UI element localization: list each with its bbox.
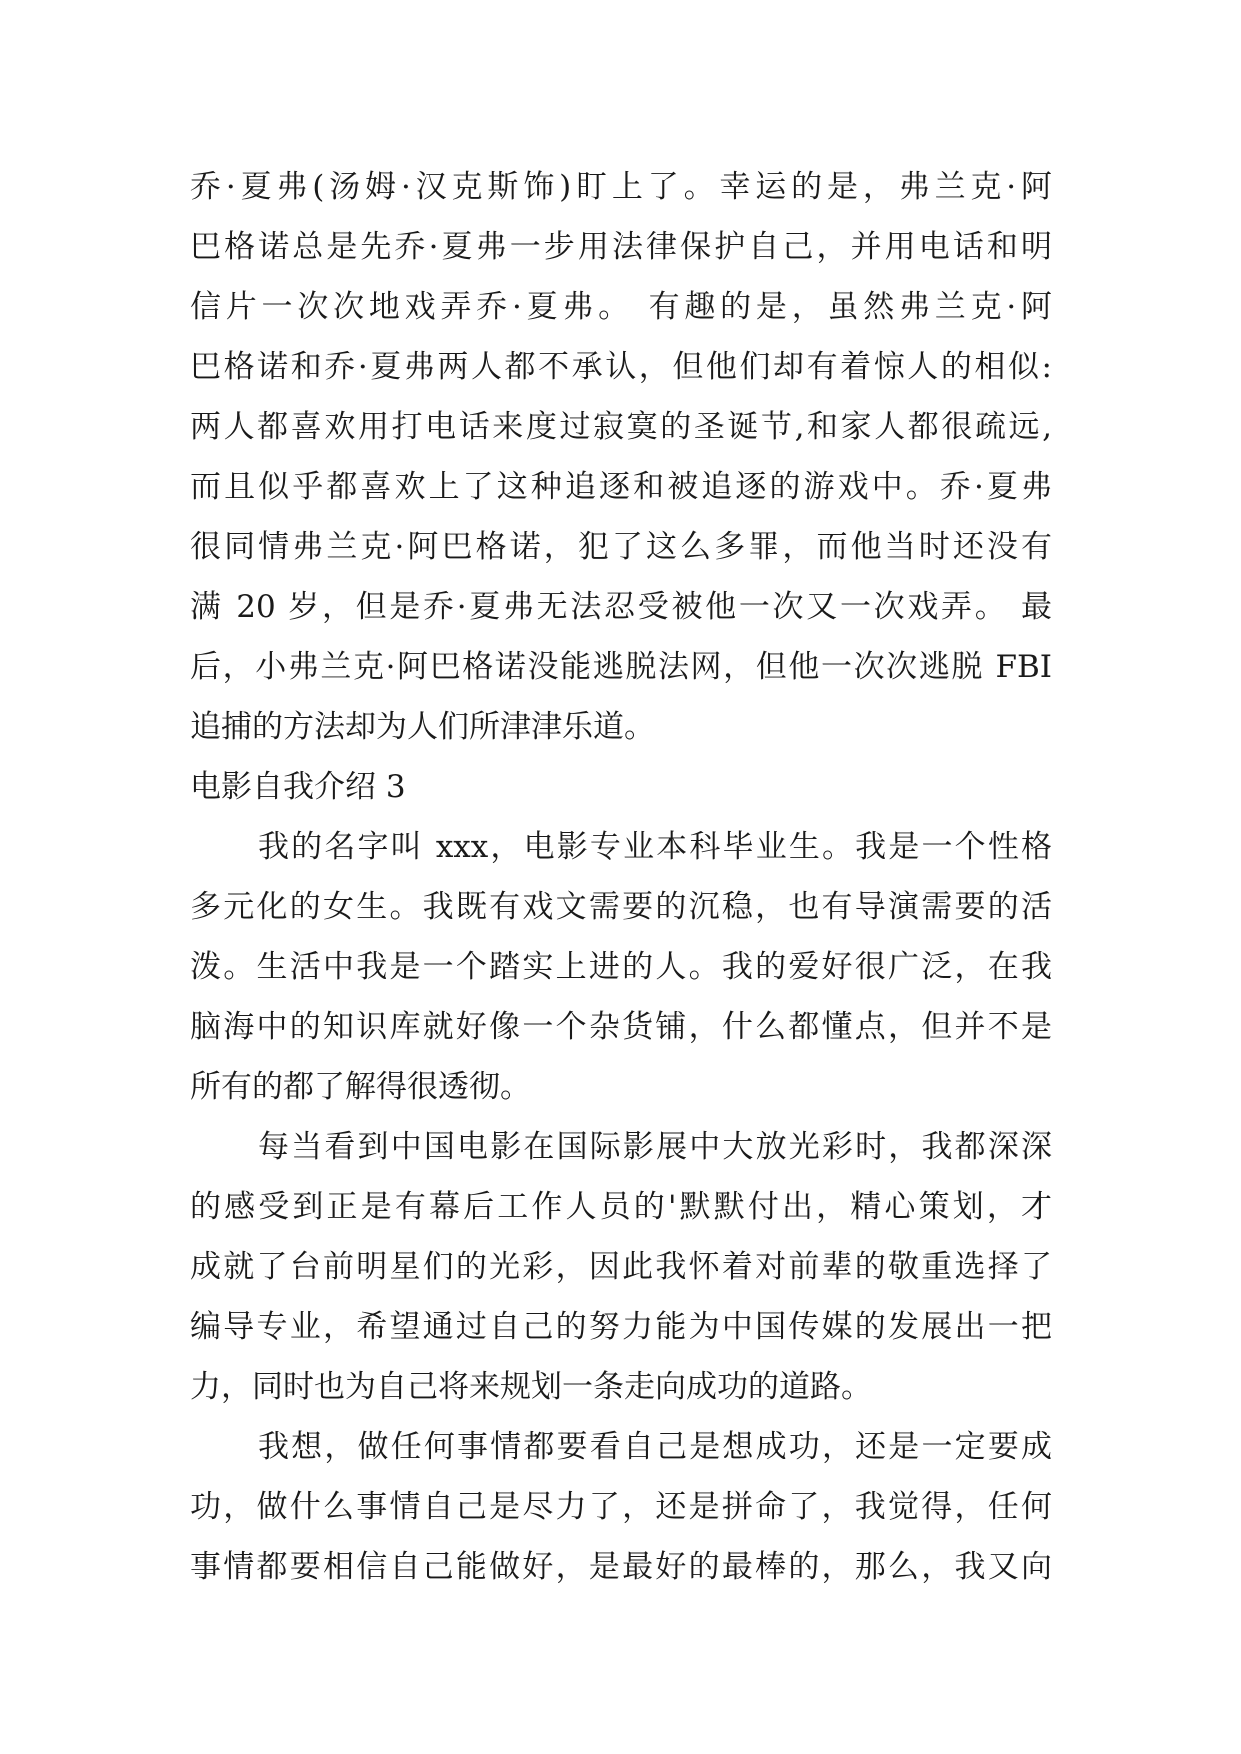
text-line: 很同情弗兰克·阿巴格诺，犯了这么多罪，而他当时还没有 [190, 529, 1052, 565]
text-line: 多元化的女生。我既有戏文需要的沉稳，也有导演需要的活 [190, 889, 1052, 925]
text-line: 每当看到中国电影在国际影展中大放光彩时，我都深深 [258, 1129, 1052, 1165]
text-line: 后，小弗兰克·阿巴格诺没能逃脱法网，但他一次次逃脱 FBI [190, 649, 1052, 685]
text-line: 巴格诺和乔·夏弗两人都不承认，但他们却有着惊人的相似: [190, 349, 1052, 385]
text-line: 乔·夏弗(汤姆·汉克斯饰)盯上了。幸运的是，弗兰克·阿 [190, 169, 1052, 205]
text-line: 成就了台前明星们的光彩，因此我怀着对前辈的敬重选择了 [190, 1249, 1052, 1285]
text-line: 追捕的方法却为人们所津津乐道。 [190, 709, 655, 745]
section-heading: 电影自我介绍 3 [190, 769, 406, 805]
text-line: 脑海中的知识库就好像一个杂货铺，什么都懂点，但并不是 [190, 1009, 1052, 1045]
text-line: 力，同时也为自己将来规划一条走向成功的道路。 [190, 1369, 872, 1405]
text-line: 满 20 岁，但是乔·夏弗无法忍受被他一次又一次戏弄。 最 [190, 589, 1052, 625]
text-line: 功，做什么事情自己是尽力了，还是拼命了，我觉得，任何 [190, 1489, 1052, 1525]
text-line: 两人都喜欢用打电话来度过寂寞的圣诞节,和家人都很疏远, [190, 409, 1052, 445]
text-line: 我的名字叫 xxx，电影专业本科毕业生。我是一个性格 [258, 829, 1052, 865]
text-line: 巴格诺总是先乔·夏弗一步用法律保护自己，并用电话和明 [190, 229, 1052, 265]
text-line: 所有的都了解得很透彻。 [190, 1069, 531, 1105]
text-line: 事情都要相信自己能做好，是最好的最棒的，那么，我又向 [190, 1549, 1052, 1585]
text-line: 编导专业，希望通过自己的努力能为中国传媒的发展出一把 [190, 1309, 1052, 1345]
text-line: 信片一次次地戏弄乔·夏弗。 有趣的是，虽然弗兰克·阿 [190, 289, 1052, 325]
text-line: 的感受到正是有幕后工作人员的'默默付出，精心策划，才 [190, 1189, 1052, 1225]
text-line: 而且似乎都喜欢上了这种追逐和被追逐的游戏中。乔·夏弗 [190, 469, 1052, 505]
text-line: 我想，做任何事情都要看自己是想成功，还是一定要成 [258, 1429, 1052, 1465]
text-line: 泼。生活中我是一个踏实上进的人。我的爱好很广泛，在我 [190, 949, 1052, 985]
document-body [190, 157, 1052, 1597]
